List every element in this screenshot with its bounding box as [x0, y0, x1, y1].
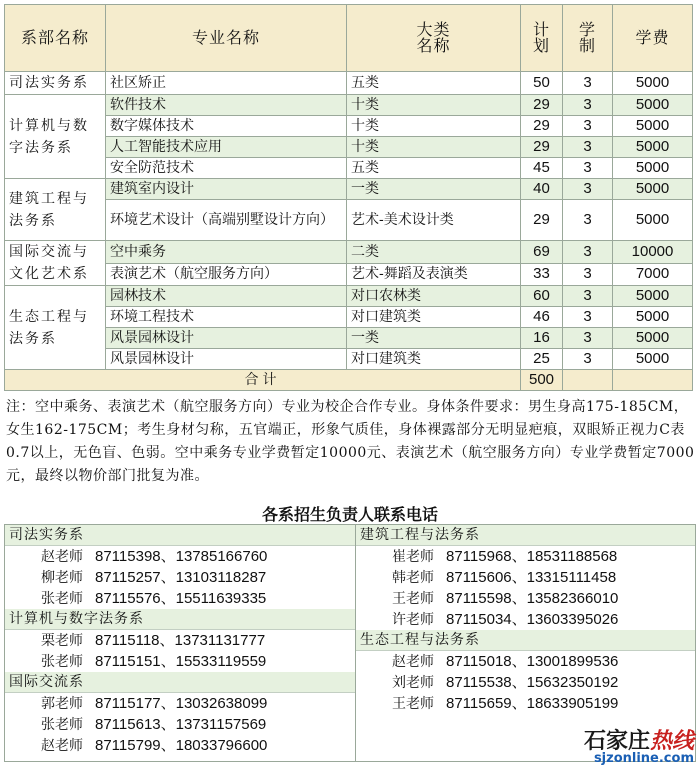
- plan-cell: 40: [521, 179, 563, 200]
- contact-person: [5, 693, 355, 714]
- plan-cell: 69: [521, 241, 563, 264]
- contact-phone: 87115177、13032638099: [95, 695, 268, 712]
- contact-name: 韩老师: [392, 570, 434, 586]
- contact-person: [5, 735, 355, 756]
- contact-person: [5, 714, 355, 735]
- major-cell: 人工智能技术应用: [106, 137, 347, 158]
- contact-person: [356, 609, 695, 630]
- contact-person: [356, 693, 695, 714]
- total-plan: 500: [521, 370, 563, 391]
- major-cell: 安全防范技术: [106, 158, 347, 179]
- enrollment-table: [4, 4, 693, 391]
- contact-phone: 87115151、15533119559: [95, 653, 267, 670]
- contact-column-left: [5, 525, 356, 761]
- fee-cell: 5000: [613, 200, 693, 241]
- contact-person: [356, 546, 695, 567]
- note-text: 注：空中乘务、表演艺术（航空服务方向）专业为校企合作专业。身体条件要求：男生身高175-185CM，女生162-175CM；考生身材匀称，五官端正，形象气质佳，身体裸露部分无明显疤痕，双眼矫正视力C表0.7以上，无色盲、色弱。空中乘务专业学费暂定10000元、表演艺术（航空服务方向）专业学费暂定7000元，最终以物价部门批复为准。: [6, 399, 695, 484]
- header-years-text: 学 制: [578, 20, 596, 55]
- contact-dept: 国际交流系: [5, 672, 355, 693]
- category-cell: 对口建筑类: [347, 349, 521, 370]
- contact-person: [356, 567, 695, 588]
- plan-cell: 29: [521, 137, 563, 158]
- contact-phone: 87115257、13103118287: [95, 569, 267, 586]
- fee-cell: 5000: [613, 116, 693, 137]
- contact-dept: 司法实务系: [5, 525, 355, 546]
- contact-name: 张老师: [41, 591, 83, 607]
- table-row: [5, 328, 693, 349]
- fee-cell: 5000: [613, 349, 693, 370]
- header-category: [347, 5, 521, 72]
- dept-cell: 生态工程与法务系: [5, 286, 106, 370]
- plan-cell: 29: [521, 116, 563, 137]
- contact-phone: 87115659、18633905199: [446, 695, 619, 712]
- contact-name: 许老师: [392, 612, 434, 628]
- contact-phone: 87115118、13731131777: [95, 632, 266, 649]
- fee-cell: 5000: [613, 137, 693, 158]
- contact-person: [5, 567, 355, 588]
- fee-cell: 5000: [613, 328, 693, 349]
- header-plan-text: 计 划: [532, 20, 550, 55]
- dept-cell: 司法实务系: [5, 72, 106, 95]
- contact-person: [5, 630, 355, 651]
- category-cell: 艺术-舞蹈及表演类: [347, 263, 521, 286]
- table-row: [5, 263, 693, 286]
- table-row: [5, 95, 693, 116]
- contact-phone: 87115613、13731157569: [95, 716, 267, 733]
- total-label: 合计: [5, 370, 521, 391]
- years-cell: 3: [563, 307, 613, 328]
- category-cell: 十类: [347, 116, 521, 137]
- major-cell: 软件技术: [106, 95, 347, 116]
- contact-person: [5, 651, 355, 672]
- fee-cell: 5000: [613, 307, 693, 328]
- years-cell: 3: [563, 263, 613, 286]
- plan-cell: 60: [521, 286, 563, 307]
- years-cell: 3: [563, 95, 613, 116]
- header-years: [563, 5, 613, 72]
- contact-phone: 87115799、18033796600: [95, 737, 268, 754]
- fee-cell: 5000: [613, 179, 693, 200]
- contact-phone: 87115576、15511639335: [95, 590, 267, 607]
- contact-person: [5, 546, 355, 567]
- years-cell: 3: [563, 158, 613, 179]
- watermark-logo: [584, 724, 694, 766]
- watermark-text-b: 热线: [649, 729, 694, 754]
- category-cell: 二类: [347, 241, 521, 264]
- table-row: [5, 307, 693, 328]
- contact-name: 赵老师: [41, 549, 83, 565]
- major-cell: 风景园林设计: [106, 328, 347, 349]
- fee-cell: 5000: [613, 95, 693, 116]
- watermark-url: sjzonline.com: [593, 751, 694, 766]
- table-row: [5, 200, 693, 241]
- contact-name: 郭老师: [41, 696, 83, 712]
- watermark-text-a: 石家庄: [583, 729, 650, 754]
- category-cell: 艺术-美术设计类: [347, 200, 521, 241]
- header-plan: [521, 5, 563, 72]
- contact-dept: 建筑工程与法务系: [356, 525, 695, 546]
- major-cell: 空中乘务: [106, 241, 347, 264]
- contact-name: 赵老师: [392, 654, 434, 670]
- table-row: [5, 241, 693, 264]
- category-cell: 对口建筑类: [347, 307, 521, 328]
- contact-person: [356, 588, 695, 609]
- dept-cell: 计算机与数字法务系: [5, 95, 106, 179]
- header-dept: 系部名称: [5, 5, 106, 72]
- years-cell: 3: [563, 241, 613, 264]
- contact-person: [356, 672, 695, 693]
- contact-name: 王老师: [392, 696, 434, 712]
- major-cell: 数字媒体技术: [106, 116, 347, 137]
- major-cell: 风景园林设计: [106, 349, 347, 370]
- contact-phone: 87115018、13001899536: [446, 653, 619, 670]
- table-row: [5, 179, 693, 200]
- years-cell: 3: [563, 349, 613, 370]
- contact-phone: 87115968、18531188568: [446, 548, 618, 565]
- header-category-text: 大类 名称: [416, 20, 451, 55]
- category-cell: 五类: [347, 72, 521, 95]
- years-cell: 3: [563, 137, 613, 158]
- category-cell: 一类: [347, 179, 521, 200]
- plan-cell: 16: [521, 328, 563, 349]
- major-cell: 园林技术: [106, 286, 347, 307]
- plan-cell: 29: [521, 200, 563, 241]
- contact-name: 王老师: [392, 591, 434, 607]
- fee-cell: 5000: [613, 286, 693, 307]
- contact-dept: 计算机与数字法务系: [5, 609, 355, 630]
- contact-name: 赵老师: [41, 738, 83, 754]
- plan-cell: 25: [521, 349, 563, 370]
- contact-phone: 87115398、13785166760: [95, 548, 268, 565]
- dept-cell: 建筑工程与法务系: [5, 179, 106, 241]
- table-row: [5, 137, 693, 158]
- plan-cell: 45: [521, 158, 563, 179]
- plan-cell: 29: [521, 95, 563, 116]
- years-cell: 3: [563, 200, 613, 241]
- contact-phone: 87115034、13603395026: [446, 611, 619, 628]
- category-cell: 一类: [347, 328, 521, 349]
- major-cell: 环境工程技术: [106, 307, 347, 328]
- contact-name: 刘老师: [392, 675, 434, 691]
- plan-cell: 33: [521, 263, 563, 286]
- years-cell: 3: [563, 116, 613, 137]
- contact-name: 张老师: [41, 717, 83, 733]
- major-cell: 建筑室内设计: [106, 179, 347, 200]
- contact-dept: 生态工程与法务系: [356, 630, 695, 651]
- contact-name: 柳老师: [41, 570, 83, 586]
- major-cell: 社区矫正: [106, 72, 347, 95]
- contact-phone: 87115538、15632350192: [446, 674, 619, 691]
- contact-name: 崔老师: [392, 549, 434, 565]
- contact-phone: 87115598、13582366010: [446, 590, 619, 607]
- contact-name: 张老师: [41, 654, 83, 670]
- header-fee: 学费: [613, 5, 693, 72]
- contact-phone: 87115606、13315111458: [446, 569, 617, 586]
- contact-person: [356, 651, 695, 672]
- table-row: [5, 286, 693, 307]
- fee-cell: 5000: [613, 158, 693, 179]
- category-cell: 五类: [347, 158, 521, 179]
- fee-cell: 10000: [613, 241, 693, 264]
- table-row: [5, 72, 693, 95]
- total-years-empty: [563, 370, 613, 391]
- table-row: [5, 349, 693, 370]
- header-major: 专业名称: [106, 5, 347, 72]
- years-cell: 3: [563, 286, 613, 307]
- contact-title: 各系招生负责人联系电话: [261, 505, 438, 524]
- category-cell: 十类: [347, 137, 521, 158]
- contact-name: 栗老师: [41, 633, 83, 649]
- category-cell: 十类: [347, 95, 521, 116]
- total-row: [5, 370, 693, 391]
- major-cell: 表演艺术（航空服务方向）: [106, 263, 347, 286]
- total-fee-empty: [613, 370, 693, 391]
- years-cell: 3: [563, 328, 613, 349]
- plan-cell: 50: [521, 72, 563, 95]
- table-row: [5, 158, 693, 179]
- years-cell: 3: [563, 72, 613, 95]
- years-cell: 3: [563, 179, 613, 200]
- plan-cell: 46: [521, 307, 563, 328]
- fee-cell: 7000: [613, 263, 693, 286]
- major-cell: 环境艺术设计（高端别墅设计方向）: [106, 200, 347, 241]
- fee-cell: 5000: [613, 72, 693, 95]
- contact-person: [5, 588, 355, 609]
- table-row: [5, 116, 693, 137]
- dept-cell: 国际交流与文化艺术系: [5, 241, 106, 286]
- category-cell: 对口农林类: [347, 286, 521, 307]
